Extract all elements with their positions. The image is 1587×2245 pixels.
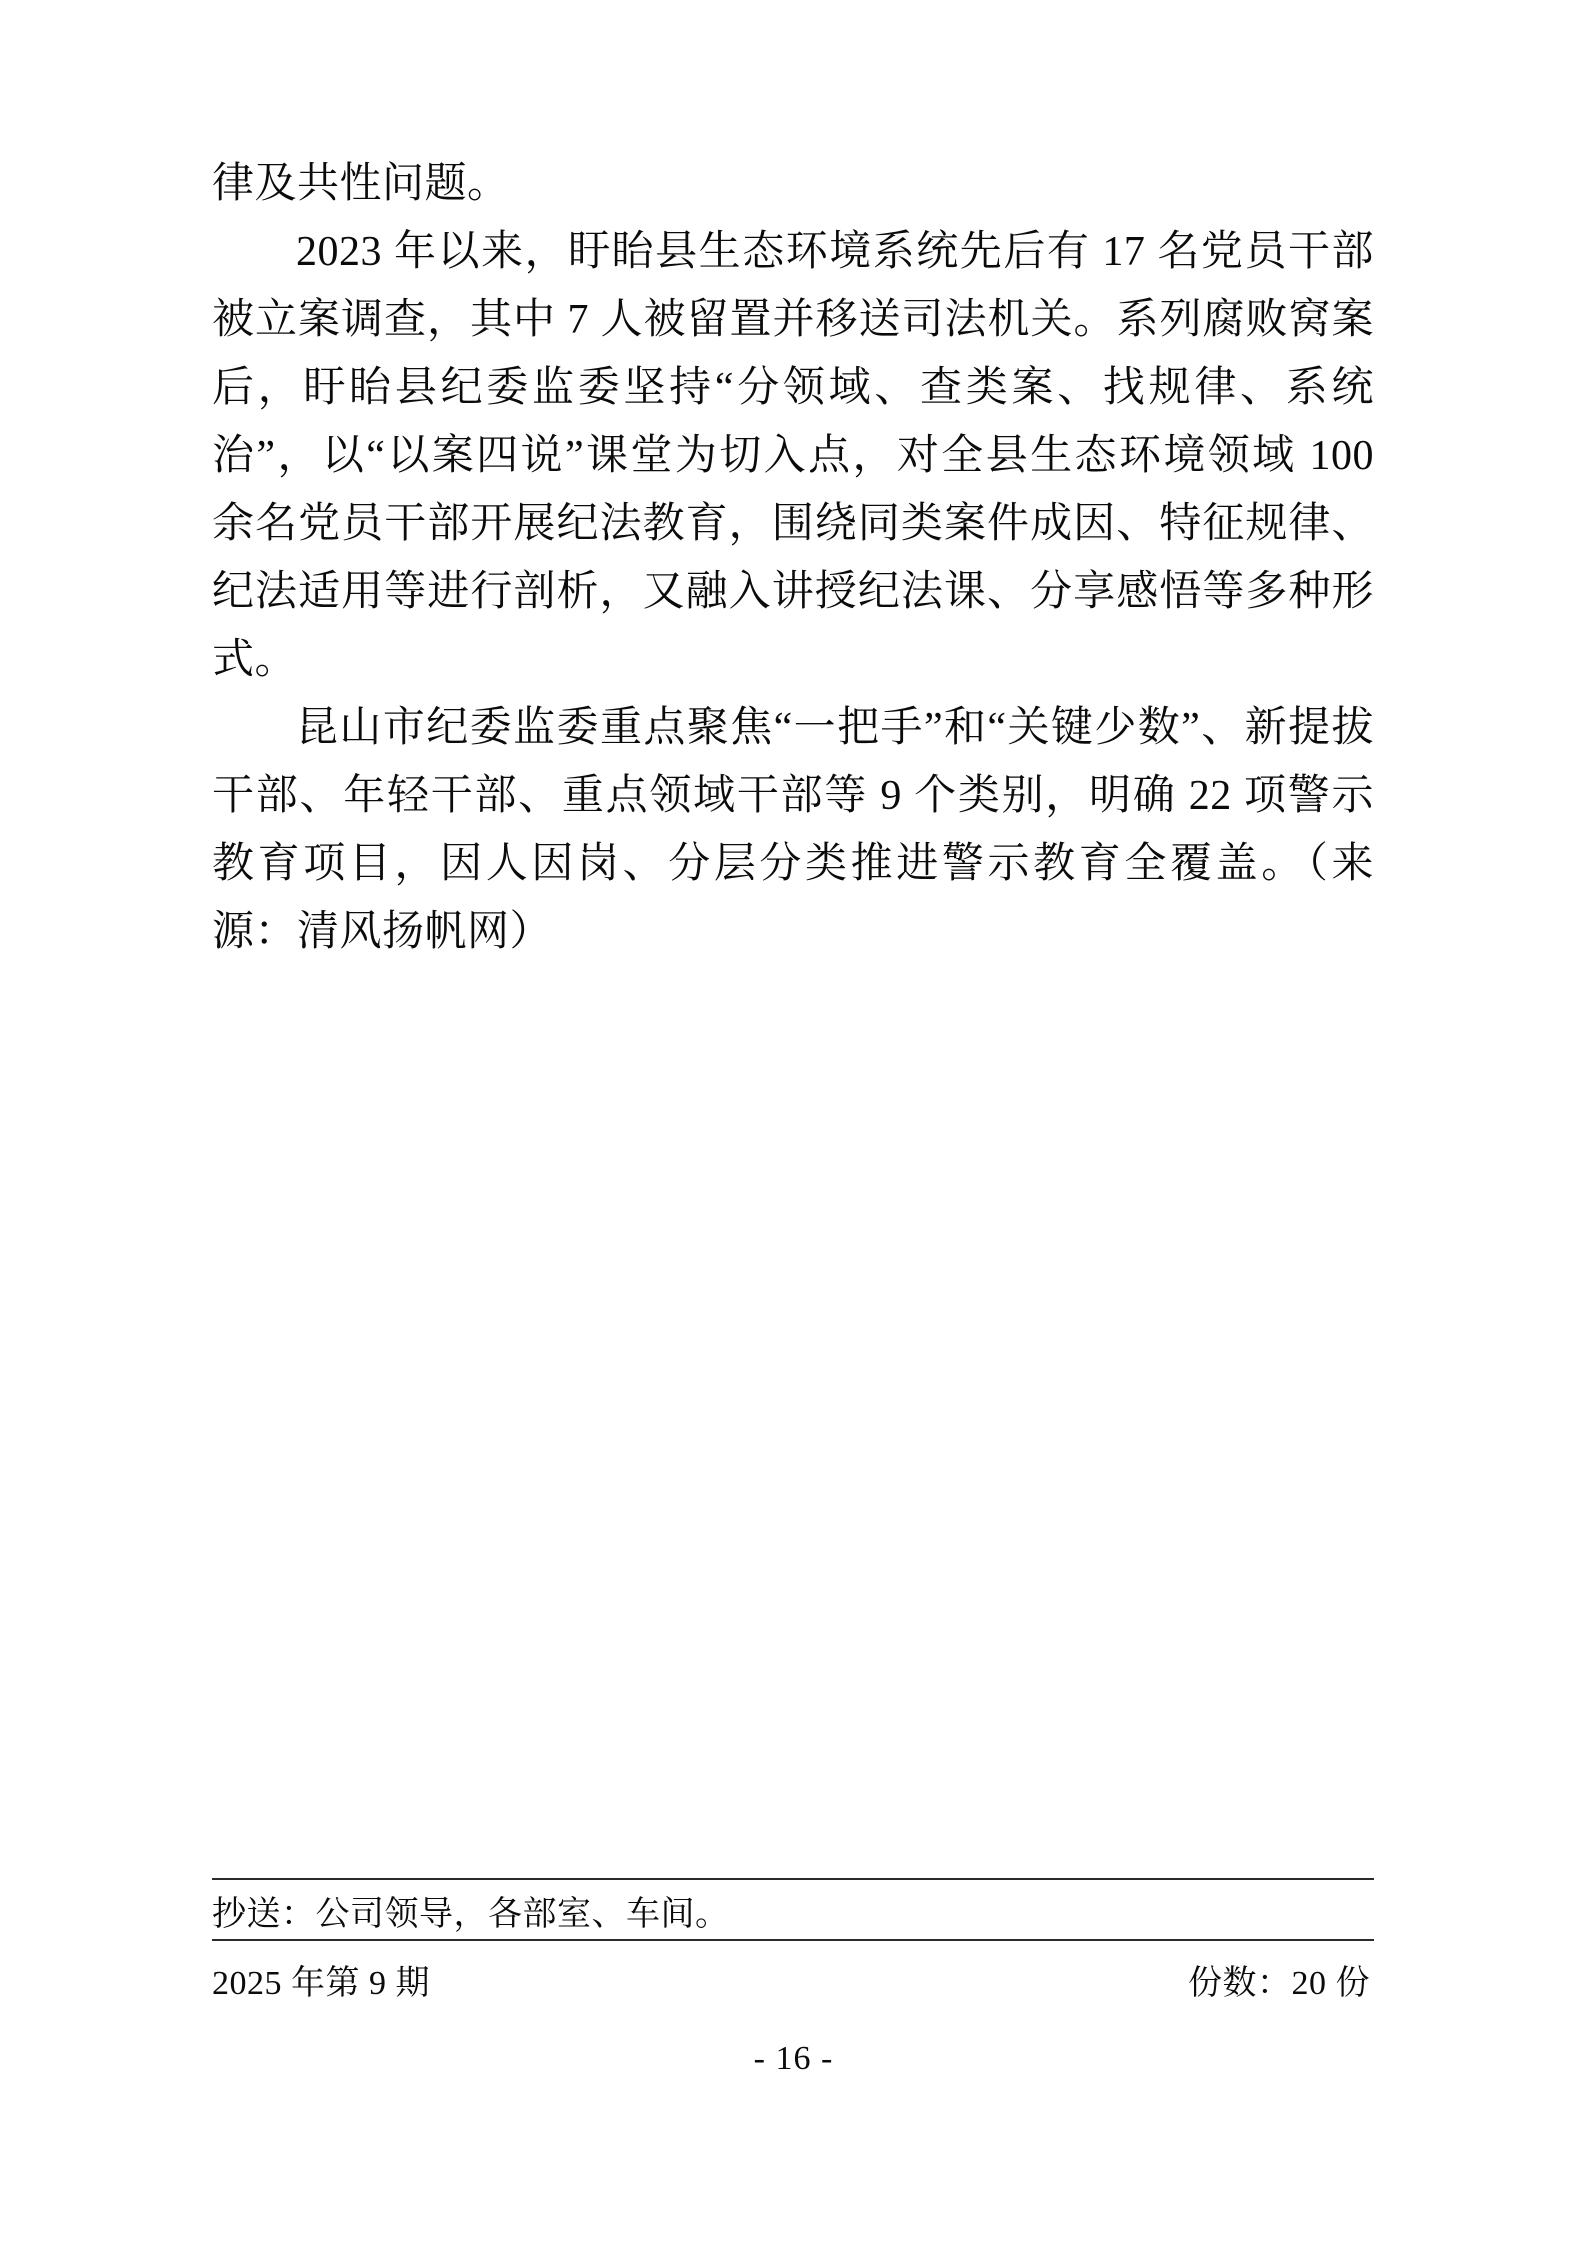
page-number: - 16 - (753, 2040, 834, 2077)
footer-issue: 2025 年第 9 期 (212, 1965, 430, 2003)
paragraph-3: 昆山市纪委监委重点聚焦“一把手”和“关键少数”、新提拔干部、年轻干部、重点领域干部等 9 个类别，明确 22 项警示教育项目，因人因岗、分层分类推进警示教育全覆盖。（来源：清风扬帆网） (212, 705, 1374, 956)
document-body (212, 150, 1385, 966)
paragraph-1: 律及共性问题。 (212, 161, 510, 207)
document-footer (212, 1878, 1374, 2004)
footer-copies: 份数：20 份 (1188, 1965, 1370, 2003)
footer-meta-row (212, 1941, 1374, 2004)
footer-distribution: 抄送：公司领导，各部室、车间。 (212, 1896, 730, 1933)
paragraph-2: 2023 年以来，盱眙县生态环境系统先后有 17 名党员干部被立案调查，其中 7 人被留置并移送司法机关。系列腐败窝案后，盱眙县纪委监委坚持“分领域、查类案、找规律、系统治”，以“以案四说”课堂为切入点，对全县生态环境领域 100 余名党员干部开展纪法教育，围绕同类案件成因、特征规律、纪法适用等进行剖析，又融入讲授纪法课、分享感悟等多种形式。 (212, 229, 1385, 684)
